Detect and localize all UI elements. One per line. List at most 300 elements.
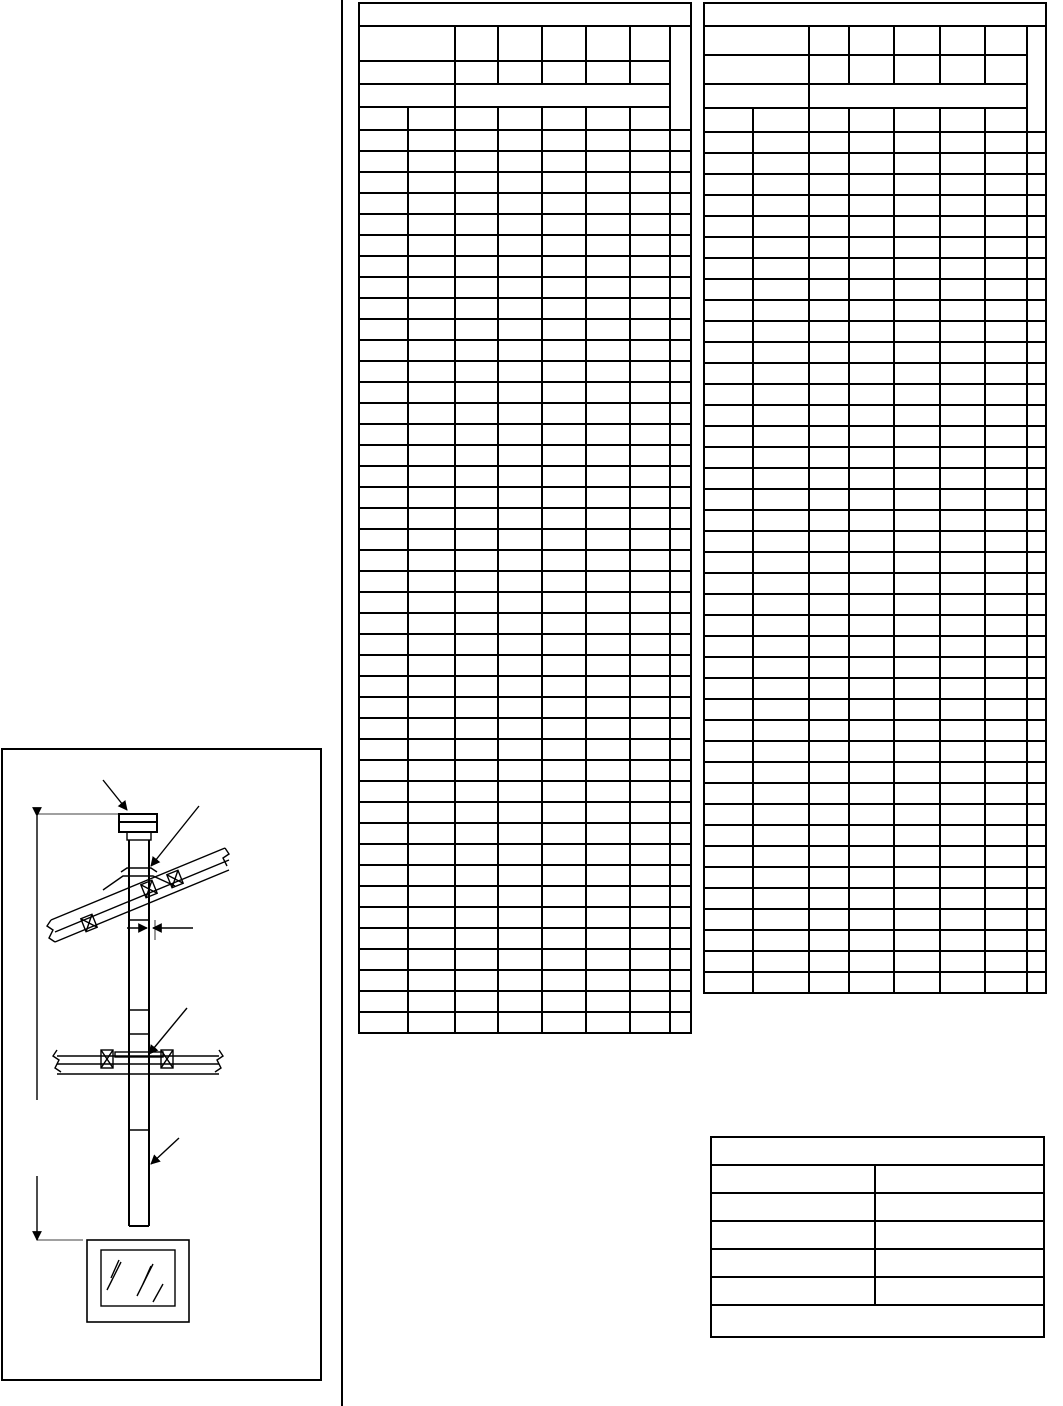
table-cell bbox=[753, 426, 809, 447]
table-cell bbox=[359, 613, 408, 634]
table-cell bbox=[704, 846, 753, 867]
table-cell bbox=[894, 678, 940, 699]
table-cell bbox=[498, 445, 542, 466]
table-cell bbox=[408, 844, 455, 865]
side-cell bbox=[670, 382, 691, 403]
side-cell bbox=[1027, 615, 1046, 636]
table-cell bbox=[849, 216, 894, 237]
table-row bbox=[359, 886, 691, 907]
table-row bbox=[359, 529, 691, 550]
table-cell bbox=[849, 552, 894, 573]
table-row bbox=[704, 930, 1046, 951]
table-cell bbox=[455, 256, 498, 277]
side-cell bbox=[1027, 510, 1046, 531]
table-cell bbox=[586, 571, 630, 592]
header-cell bbox=[809, 55, 849, 84]
table-cell bbox=[809, 741, 849, 762]
table-row bbox=[359, 550, 691, 571]
table-cell bbox=[704, 153, 753, 174]
side-cell bbox=[1027, 300, 1046, 321]
table-cell bbox=[809, 342, 849, 363]
table-row bbox=[359, 802, 691, 823]
table-cell bbox=[586, 382, 630, 403]
table-cell bbox=[630, 781, 670, 802]
table-cell bbox=[704, 678, 753, 699]
side-cell bbox=[670, 130, 691, 151]
table-cell bbox=[753, 468, 809, 489]
table-cell bbox=[985, 783, 1027, 804]
table-row bbox=[704, 972, 1046, 993]
table-cell bbox=[498, 844, 542, 865]
table-cell bbox=[630, 697, 670, 718]
table-row bbox=[704, 489, 1046, 510]
ceiling-section bbox=[53, 1050, 223, 1074]
clearance-cell bbox=[875, 1277, 1044, 1305]
height-dimension bbox=[37, 814, 121, 1240]
table-cell bbox=[809, 300, 849, 321]
table-cell bbox=[542, 277, 586, 298]
table-cell bbox=[498, 256, 542, 277]
side-cell bbox=[670, 865, 691, 886]
table-row bbox=[359, 403, 691, 424]
side-cell bbox=[670, 508, 691, 529]
table-row bbox=[704, 762, 1046, 783]
table-cell bbox=[408, 655, 455, 676]
table-cell bbox=[630, 991, 670, 1012]
side-cell bbox=[1027, 552, 1046, 573]
table-cell bbox=[894, 867, 940, 888]
table-cell bbox=[809, 531, 849, 552]
table-cell bbox=[542, 865, 586, 886]
table-cell bbox=[586, 991, 630, 1012]
table-cell bbox=[630, 907, 670, 928]
table-cell bbox=[408, 151, 455, 172]
table-cell bbox=[498, 697, 542, 718]
side-cell bbox=[1027, 489, 1046, 510]
table-cell bbox=[542, 1012, 586, 1033]
table-cell bbox=[753, 657, 809, 678]
table-row bbox=[359, 760, 691, 781]
table-cell bbox=[985, 699, 1027, 720]
side-cell bbox=[1027, 237, 1046, 258]
table-row bbox=[359, 424, 691, 445]
table-row bbox=[359, 634, 691, 655]
table-cell bbox=[359, 655, 408, 676]
table-cell bbox=[849, 615, 894, 636]
side-cell bbox=[1027, 699, 1046, 720]
table-cell bbox=[704, 279, 753, 300]
table-row bbox=[704, 174, 1046, 195]
table-cell bbox=[985, 489, 1027, 510]
table-cell bbox=[408, 172, 455, 193]
table-cell bbox=[985, 321, 1027, 342]
table-cell bbox=[586, 802, 630, 823]
header-cell bbox=[809, 84, 1027, 108]
table-cell bbox=[753, 195, 809, 216]
table-cell bbox=[849, 741, 894, 762]
header-cell bbox=[455, 26, 498, 61]
table-cell bbox=[940, 405, 985, 426]
table-row bbox=[359, 1012, 691, 1033]
table-cell bbox=[586, 928, 630, 949]
table-cell bbox=[630, 340, 670, 361]
header-cell bbox=[630, 26, 670, 61]
table-cell bbox=[630, 256, 670, 277]
table-cell bbox=[940, 909, 985, 930]
table-cell bbox=[498, 382, 542, 403]
table-cell bbox=[940, 384, 985, 405]
side-cell bbox=[670, 277, 691, 298]
table-cell bbox=[849, 384, 894, 405]
table-cell bbox=[849, 762, 894, 783]
table-cell bbox=[985, 552, 1027, 573]
table-cell bbox=[455, 151, 498, 172]
table-cell bbox=[753, 153, 809, 174]
table-row bbox=[704, 573, 1046, 594]
table-cell bbox=[630, 214, 670, 235]
table-cell bbox=[408, 676, 455, 697]
table-cell bbox=[586, 907, 630, 928]
side-cell bbox=[670, 739, 691, 760]
table-cell bbox=[498, 613, 542, 634]
table-row bbox=[704, 258, 1046, 279]
table-cell bbox=[704, 573, 753, 594]
table-cell bbox=[849, 300, 894, 321]
table-cell bbox=[408, 298, 455, 319]
table-cell bbox=[704, 405, 753, 426]
table-cell bbox=[359, 970, 408, 991]
table-cell bbox=[359, 781, 408, 802]
table-cell bbox=[586, 487, 630, 508]
table-cell bbox=[359, 298, 408, 319]
header-cell bbox=[586, 61, 630, 84]
table-row bbox=[359, 130, 691, 151]
table-cell bbox=[498, 424, 542, 445]
table-cell bbox=[985, 762, 1027, 783]
table-cell bbox=[704, 762, 753, 783]
table-cell bbox=[753, 174, 809, 195]
table-row bbox=[704, 510, 1046, 531]
clearance-cell bbox=[875, 1193, 1044, 1221]
table-cell bbox=[753, 615, 809, 636]
table-cell bbox=[985, 867, 1027, 888]
table-row bbox=[704, 804, 1046, 825]
table-cell bbox=[894, 132, 940, 153]
header-cell bbox=[359, 61, 455, 84]
table-cell bbox=[359, 571, 408, 592]
side-cell bbox=[1027, 26, 1046, 132]
table-cell bbox=[809, 279, 849, 300]
table-cell bbox=[455, 193, 498, 214]
header-cell bbox=[894, 108, 940, 132]
table-cell bbox=[894, 489, 940, 510]
table-cell bbox=[940, 321, 985, 342]
table-cell bbox=[359, 403, 408, 424]
header-cell bbox=[359, 84, 455, 107]
table-cell bbox=[894, 426, 940, 447]
table-row bbox=[359, 949, 691, 970]
table-cell bbox=[753, 321, 809, 342]
table-cell bbox=[985, 531, 1027, 552]
table-cell bbox=[586, 361, 630, 382]
table-cell bbox=[408, 760, 455, 781]
table-cell bbox=[809, 594, 849, 615]
table-cell bbox=[359, 886, 408, 907]
clearance-footer-row bbox=[711, 1305, 1044, 1337]
table-cell bbox=[359, 256, 408, 277]
table-cell bbox=[630, 634, 670, 655]
table-cell bbox=[809, 174, 849, 195]
header-cell bbox=[704, 84, 809, 108]
table-row bbox=[359, 235, 691, 256]
table-cell bbox=[849, 426, 894, 447]
table-cell bbox=[894, 279, 940, 300]
table-cell bbox=[940, 741, 985, 762]
table-cell bbox=[498, 508, 542, 529]
table-cell bbox=[894, 762, 940, 783]
table-cell bbox=[630, 193, 670, 214]
table-cell bbox=[455, 802, 498, 823]
table-cell bbox=[849, 867, 894, 888]
table-cell bbox=[849, 279, 894, 300]
table-cell bbox=[849, 657, 894, 678]
table-cell bbox=[542, 298, 586, 319]
table-cell bbox=[704, 321, 753, 342]
side-cell bbox=[670, 571, 691, 592]
table-cell bbox=[586, 172, 630, 193]
table-cell bbox=[894, 468, 940, 489]
table-cell bbox=[586, 970, 630, 991]
header-cell bbox=[498, 26, 542, 61]
table-cell bbox=[940, 216, 985, 237]
table-cell bbox=[985, 510, 1027, 531]
table-cell bbox=[894, 594, 940, 615]
table-cell bbox=[408, 739, 455, 760]
table-row bbox=[359, 256, 691, 277]
table-cell bbox=[940, 531, 985, 552]
side-cell bbox=[670, 970, 691, 991]
table-row bbox=[704, 846, 1046, 867]
side-cell bbox=[670, 718, 691, 739]
side-cell bbox=[1027, 426, 1046, 447]
table-cell bbox=[753, 888, 809, 909]
table-cell bbox=[359, 466, 408, 487]
table-cell bbox=[498, 340, 542, 361]
table-cell bbox=[498, 592, 542, 613]
table-cell bbox=[498, 991, 542, 1012]
table-cell bbox=[985, 279, 1027, 300]
table-cell bbox=[408, 697, 455, 718]
table-cell bbox=[455, 676, 498, 697]
table-cell bbox=[359, 529, 408, 550]
table-cell bbox=[542, 445, 586, 466]
table-cell bbox=[586, 613, 630, 634]
table-cell bbox=[542, 676, 586, 697]
table-cell bbox=[408, 991, 455, 1012]
side-cell bbox=[1027, 972, 1046, 993]
table-cell bbox=[985, 825, 1027, 846]
table-row bbox=[704, 363, 1046, 384]
header-cell bbox=[894, 26, 940, 55]
table-cell bbox=[498, 718, 542, 739]
table-cell bbox=[809, 951, 849, 972]
table-cell bbox=[940, 678, 985, 699]
table-cell bbox=[455, 382, 498, 403]
header-cell bbox=[498, 61, 542, 84]
table-row bbox=[704, 153, 1046, 174]
table-row bbox=[359, 193, 691, 214]
table-cell bbox=[586, 256, 630, 277]
table-cell bbox=[985, 342, 1027, 363]
side-cell bbox=[1027, 279, 1046, 300]
table-cell bbox=[542, 802, 586, 823]
table-cell bbox=[498, 781, 542, 802]
table-cell bbox=[985, 846, 1027, 867]
table-cell bbox=[455, 907, 498, 928]
header-cell bbox=[359, 26, 455, 61]
table-cell bbox=[542, 823, 586, 844]
table-cell bbox=[542, 130, 586, 151]
side-cell bbox=[670, 949, 691, 970]
table-cell bbox=[894, 342, 940, 363]
table-cell bbox=[985, 405, 1027, 426]
column-divider bbox=[341, 0, 343, 1406]
table-cell bbox=[849, 930, 894, 951]
table-cell bbox=[630, 823, 670, 844]
side-cell bbox=[670, 487, 691, 508]
table-cell bbox=[498, 550, 542, 571]
side-cell bbox=[670, 907, 691, 928]
side-cell bbox=[1027, 153, 1046, 174]
table-cell bbox=[894, 405, 940, 426]
table-cell bbox=[455, 655, 498, 676]
table-cell bbox=[704, 888, 753, 909]
table-row bbox=[704, 699, 1046, 720]
table-cell bbox=[753, 132, 809, 153]
table-cell bbox=[753, 405, 809, 426]
table-cell bbox=[359, 844, 408, 865]
table-cell bbox=[704, 300, 753, 321]
clearance-cell bbox=[875, 1249, 1044, 1277]
side-cell bbox=[1027, 909, 1046, 930]
table-row bbox=[704, 825, 1046, 846]
table-row bbox=[359, 340, 691, 361]
table-cell bbox=[542, 151, 586, 172]
table-cell bbox=[542, 256, 586, 277]
table-cell bbox=[586, 235, 630, 256]
header-cell bbox=[498, 107, 542, 130]
table-row bbox=[359, 970, 691, 991]
table-cell bbox=[586, 718, 630, 739]
table-cell bbox=[630, 319, 670, 340]
table-cell bbox=[586, 466, 630, 487]
table-cell bbox=[498, 739, 542, 760]
table-cell bbox=[359, 949, 408, 970]
header-cell bbox=[455, 107, 498, 130]
table-cell bbox=[809, 678, 849, 699]
table-cell bbox=[408, 928, 455, 949]
table-cell bbox=[455, 340, 498, 361]
table-cell bbox=[704, 237, 753, 258]
side-cell bbox=[670, 172, 691, 193]
table-cell bbox=[498, 634, 542, 655]
table-cell bbox=[753, 258, 809, 279]
table-cell bbox=[809, 909, 849, 930]
side-cell bbox=[670, 529, 691, 550]
side-cell bbox=[670, 823, 691, 844]
table-cell bbox=[630, 928, 670, 949]
table-cell bbox=[894, 237, 940, 258]
header-cell bbox=[753, 108, 809, 132]
side-cell bbox=[1027, 804, 1046, 825]
table-cell bbox=[809, 657, 849, 678]
table-cell bbox=[498, 130, 542, 151]
table-cell bbox=[359, 235, 408, 256]
table-cell bbox=[630, 865, 670, 886]
table-cell bbox=[849, 342, 894, 363]
table-cell bbox=[753, 552, 809, 573]
table-cell bbox=[542, 907, 586, 928]
table-cell bbox=[940, 720, 985, 741]
side-cell bbox=[670, 214, 691, 235]
table-cell bbox=[630, 760, 670, 781]
table-row bbox=[704, 531, 1046, 552]
table-cell bbox=[359, 361, 408, 382]
table-cell bbox=[455, 991, 498, 1012]
table-cell bbox=[849, 258, 894, 279]
side-cell bbox=[670, 781, 691, 802]
side-cell bbox=[1027, 951, 1046, 972]
header-cell bbox=[849, 55, 894, 84]
table-cell bbox=[809, 615, 849, 636]
table-cell bbox=[753, 342, 809, 363]
table-cell bbox=[408, 529, 455, 550]
table-cell bbox=[498, 172, 542, 193]
table-cell bbox=[542, 886, 586, 907]
side-cell bbox=[1027, 636, 1046, 657]
table-cell bbox=[498, 802, 542, 823]
table-cell bbox=[894, 720, 940, 741]
side-cell bbox=[1027, 195, 1046, 216]
table-cell bbox=[455, 1012, 498, 1033]
table-row bbox=[704, 552, 1046, 573]
table-cell bbox=[940, 552, 985, 573]
table-cell bbox=[408, 550, 455, 571]
header-cell bbox=[586, 26, 630, 61]
table-cell bbox=[455, 466, 498, 487]
side-cell bbox=[1027, 531, 1046, 552]
clearance-cell bbox=[875, 1221, 1044, 1249]
table-cell bbox=[809, 552, 849, 573]
table-cell bbox=[940, 342, 985, 363]
side-cell bbox=[670, 445, 691, 466]
table-cell bbox=[542, 613, 586, 634]
table-cell bbox=[940, 300, 985, 321]
firestop-spacer-icon bbox=[115, 1008, 187, 1057]
table-cell bbox=[542, 697, 586, 718]
table-cell bbox=[498, 865, 542, 886]
table-cell bbox=[809, 405, 849, 426]
table-cell bbox=[849, 573, 894, 594]
table-cell bbox=[704, 447, 753, 468]
table-cell bbox=[359, 718, 408, 739]
table-cell bbox=[809, 510, 849, 531]
table-cell bbox=[542, 571, 586, 592]
table-cell bbox=[849, 909, 894, 930]
table-row bbox=[359, 697, 691, 718]
table-cell bbox=[894, 300, 940, 321]
table-cell bbox=[704, 951, 753, 972]
